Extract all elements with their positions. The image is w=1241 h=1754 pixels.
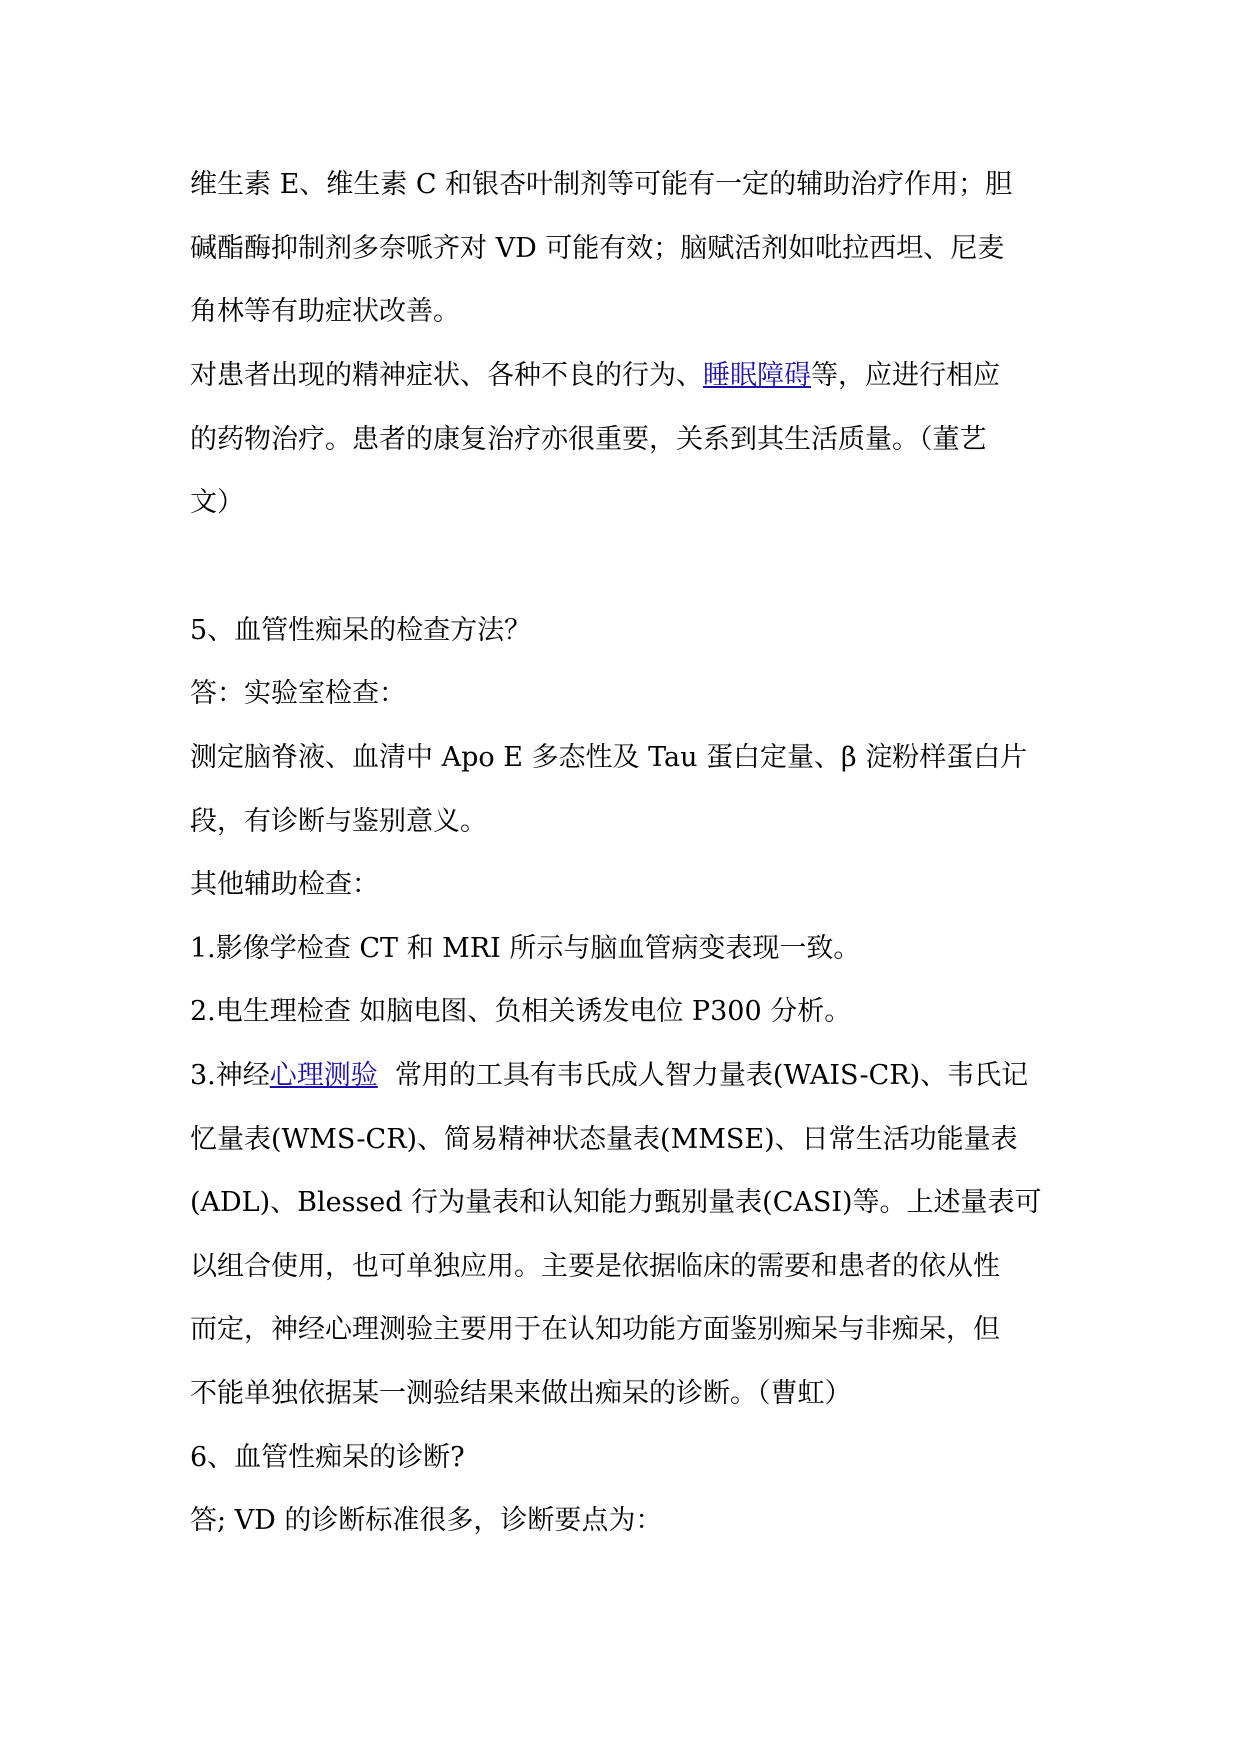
psych-test-link[interactable]: 心理测验 — [269, 1060, 378, 1091]
text-segment: 对患者出现的精神症状、各种不良的行为、 — [190, 360, 703, 391]
text-line: 忆量表(WMS-CR)、简易精神状态量表(MMSE)、日常生活功能量表 — [190, 1124, 1018, 1155]
sleep-disorder-link[interactable]: 睡眠障碍 — [703, 360, 811, 391]
text-line: 而定，神经心理测验主要用于在认知功能方面鉴别痴呆与非痴呆，但 — [190, 1314, 1000, 1345]
text-line: 文） — [190, 487, 244, 518]
text-line: 角林等有助症状改善。 — [190, 296, 460, 327]
text-line: (ADL)、Blessed 行为量表和认知能力甄别量表(CASI)等。上述量表可 — [190, 1187, 1042, 1218]
text-line: 测定脑脊液、血清中 Apo E 多态性及 Tau 蛋白定量、β 淀粉样蛋白片 — [190, 742, 1028, 773]
text-line: 以组合使用，也可单独应用。主要是依据临床的需要和患者的依从性 — [190, 1251, 1000, 1282]
text-line: 段，有诊断与鉴别意义。 — [190, 806, 487, 837]
text-segment: 等，应进行相应 — [811, 360, 1000, 391]
question-heading: 5、血管性痴呆的检查方法？ — [190, 615, 532, 646]
text-line: 答：实验室检查： — [190, 678, 406, 709]
text-segment: 3.神经 — [190, 1060, 270, 1091]
text-line: 其他辅助检查： — [190, 869, 379, 900]
text-line — [190, 356, 1000, 396]
question-heading: 6、血管性痴呆的诊断? — [190, 1442, 465, 1473]
text-line: 碱酯酶抑制剂多奈哌齐对 VD 可能有效；脑赋活剂如吡拉西坦、尼麦 — [190, 233, 1005, 264]
text-segment: 常用的工具有韦氏成人智力量表(WAIS-CR)、韦氏记 — [377, 1060, 1029, 1091]
text-line: 维生素 E、维生素 C 和银杏叶制剂等可能有一定的辅助治疗作用；胆 — [190, 169, 1013, 200]
text-line: 的药物治疗。患者的康复治疗亦很重要，关系到其生活质量。（董艺 — [190, 424, 987, 455]
text-line: 答; VD 的诊断标准很多，诊断要点为： — [190, 1505, 663, 1536]
list-item: 1.影像学检查 CT 和 MRI 所示与脑血管病变表现一致。 — [190, 933, 861, 964]
list-item: 2.电生理检查 如脑电图、负相关诱发电位 P300 分析。 — [190, 996, 852, 1027]
text-line: 不能单独依据某一测验结果来做出痴呆的诊断。（曹虹） — [190, 1378, 852, 1409]
list-item — [190, 1056, 1028, 1096]
